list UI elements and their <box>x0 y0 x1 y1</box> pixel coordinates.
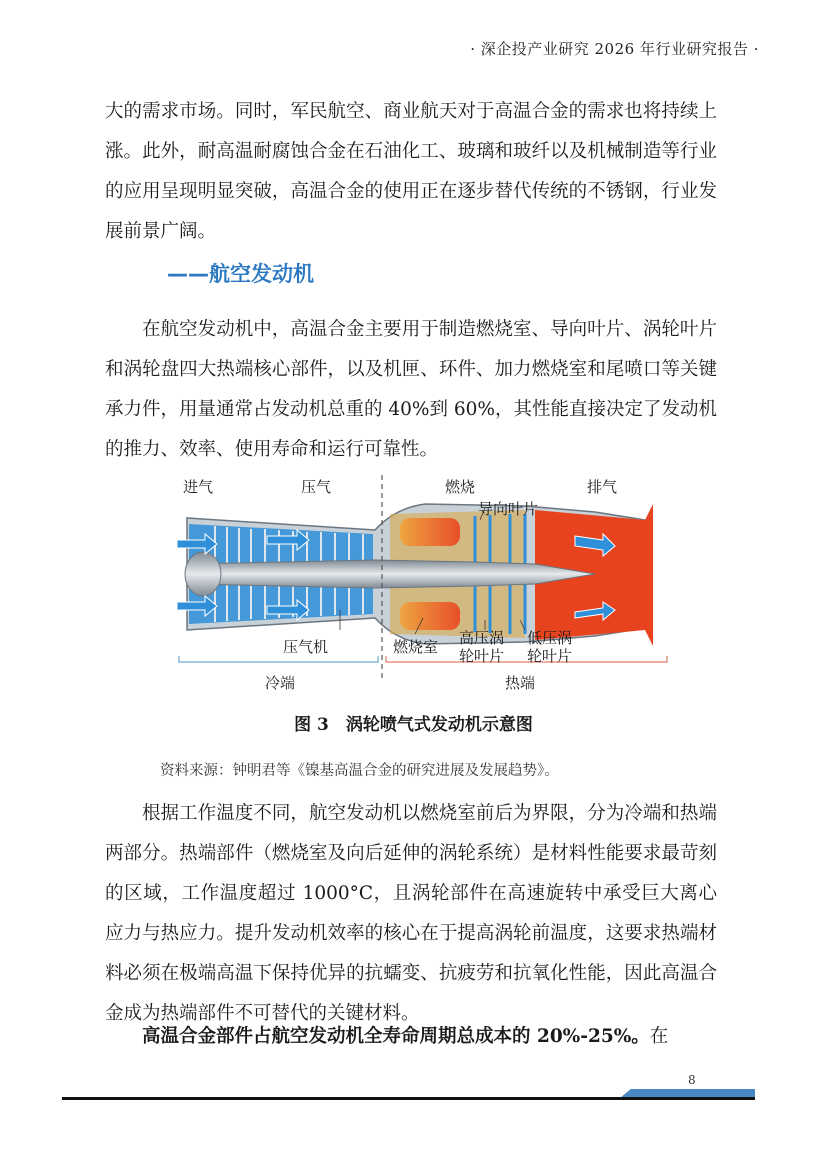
cost-share-tail: 在 <box>649 1026 669 1047</box>
label-hot-end: 热端 <box>505 674 536 692</box>
page-number: 8 <box>688 1073 696 1087</box>
label-intake: 进气 <box>183 478 214 496</box>
label-combustion: 燃烧 <box>445 478 476 496</box>
label-hp-turbine-line2: 轮叶片 <box>459 647 505 665</box>
figure-source: 资料来源：钟明君等《镍基高温合金的研究进展及发展趋势》。 <box>160 763 559 779</box>
engine-diagram <box>175 470 670 695</box>
combustor-lower <box>400 602 460 630</box>
figure-caption: 图 3 涡轮喷气式发动机示意图 <box>294 715 533 735</box>
combustor-upper <box>400 518 460 546</box>
engine-shaft <box>189 560 595 588</box>
cost-share-bold: 高温合金部件占航空发动机全寿命周期总成本的 20%-25%。 <box>142 1026 650 1047</box>
footer-rule <box>62 1097 755 1100</box>
label-cold-end: 冷端 <box>265 674 296 692</box>
label-lp-turbine-line1: 低压涡 <box>527 629 573 647</box>
label-guide-vane: 导向叶片 <box>478 500 539 518</box>
label-compressor: 压气机 <box>283 638 329 656</box>
label-combustor: 燃烧室 <box>393 638 439 656</box>
paragraph-cold-hot-ends: 根据工作温度不同，航空发动机以燃烧室前后为界限，分为冷端和热端两部分。热端部件（燃烧室及向后延伸的涡轮系统）是材料性能要求最苛刻的区域，工作温度超过 1000°C，且涡轮部件在高速旋转中承受巨大离心应力与热应力。提升发动机效率的核心在于提高涡轮前温度，这要求热端材料必须在极端高温下保持优异的抗蠕变、抗疲劳和抗氧化性能，因此高温合金成为热端部件不可替代的关键材料。 <box>105 803 717 1024</box>
paragraph-market-demand: 大的需求市场。同时，军民航空、商业航天对于高温合金的需求也将持续上涨。此外，耐高温耐腐蚀合金在石油化工、玻璃和玻纤以及机械制造等行业的应用呈现明显突破，高温合金的使用正在逐步替代传统的不锈钢，行业发展前景广阔。 <box>105 101 717 242</box>
cold-end-bracket <box>179 656 378 662</box>
label-compression: 压气 <box>301 478 332 496</box>
label-exhaust: 排气 <box>587 478 618 496</box>
running-header: · 深企投产业研究 2026 年行业研究报告 · <box>470 40 759 58</box>
section-heading-aero-engine: ——航空发动机 <box>167 262 314 286</box>
engine-diagram-svg <box>175 470 670 695</box>
label-lp-turbine-line2: 轮叶片 <box>527 647 573 665</box>
paragraph-cost-share <box>105 1017 717 1057</box>
paragraph-aero-engine-usage: 在航空发动机中，高温合金主要用于制造燃烧室、导向叶片、涡轮叶片和涡轮盘四大热端核心部件，以及机匣、环件、加力燃烧室和尾喷口等关键承力件，用量通常占发动机总重的 40%到 60%，其性能直接决定了发动机的推力、效率、使用寿命和运行可靠性。 <box>105 319 718 460</box>
label-hp-turbine-line1: 高压涡 <box>459 629 505 647</box>
intake-cone <box>185 552 221 596</box>
